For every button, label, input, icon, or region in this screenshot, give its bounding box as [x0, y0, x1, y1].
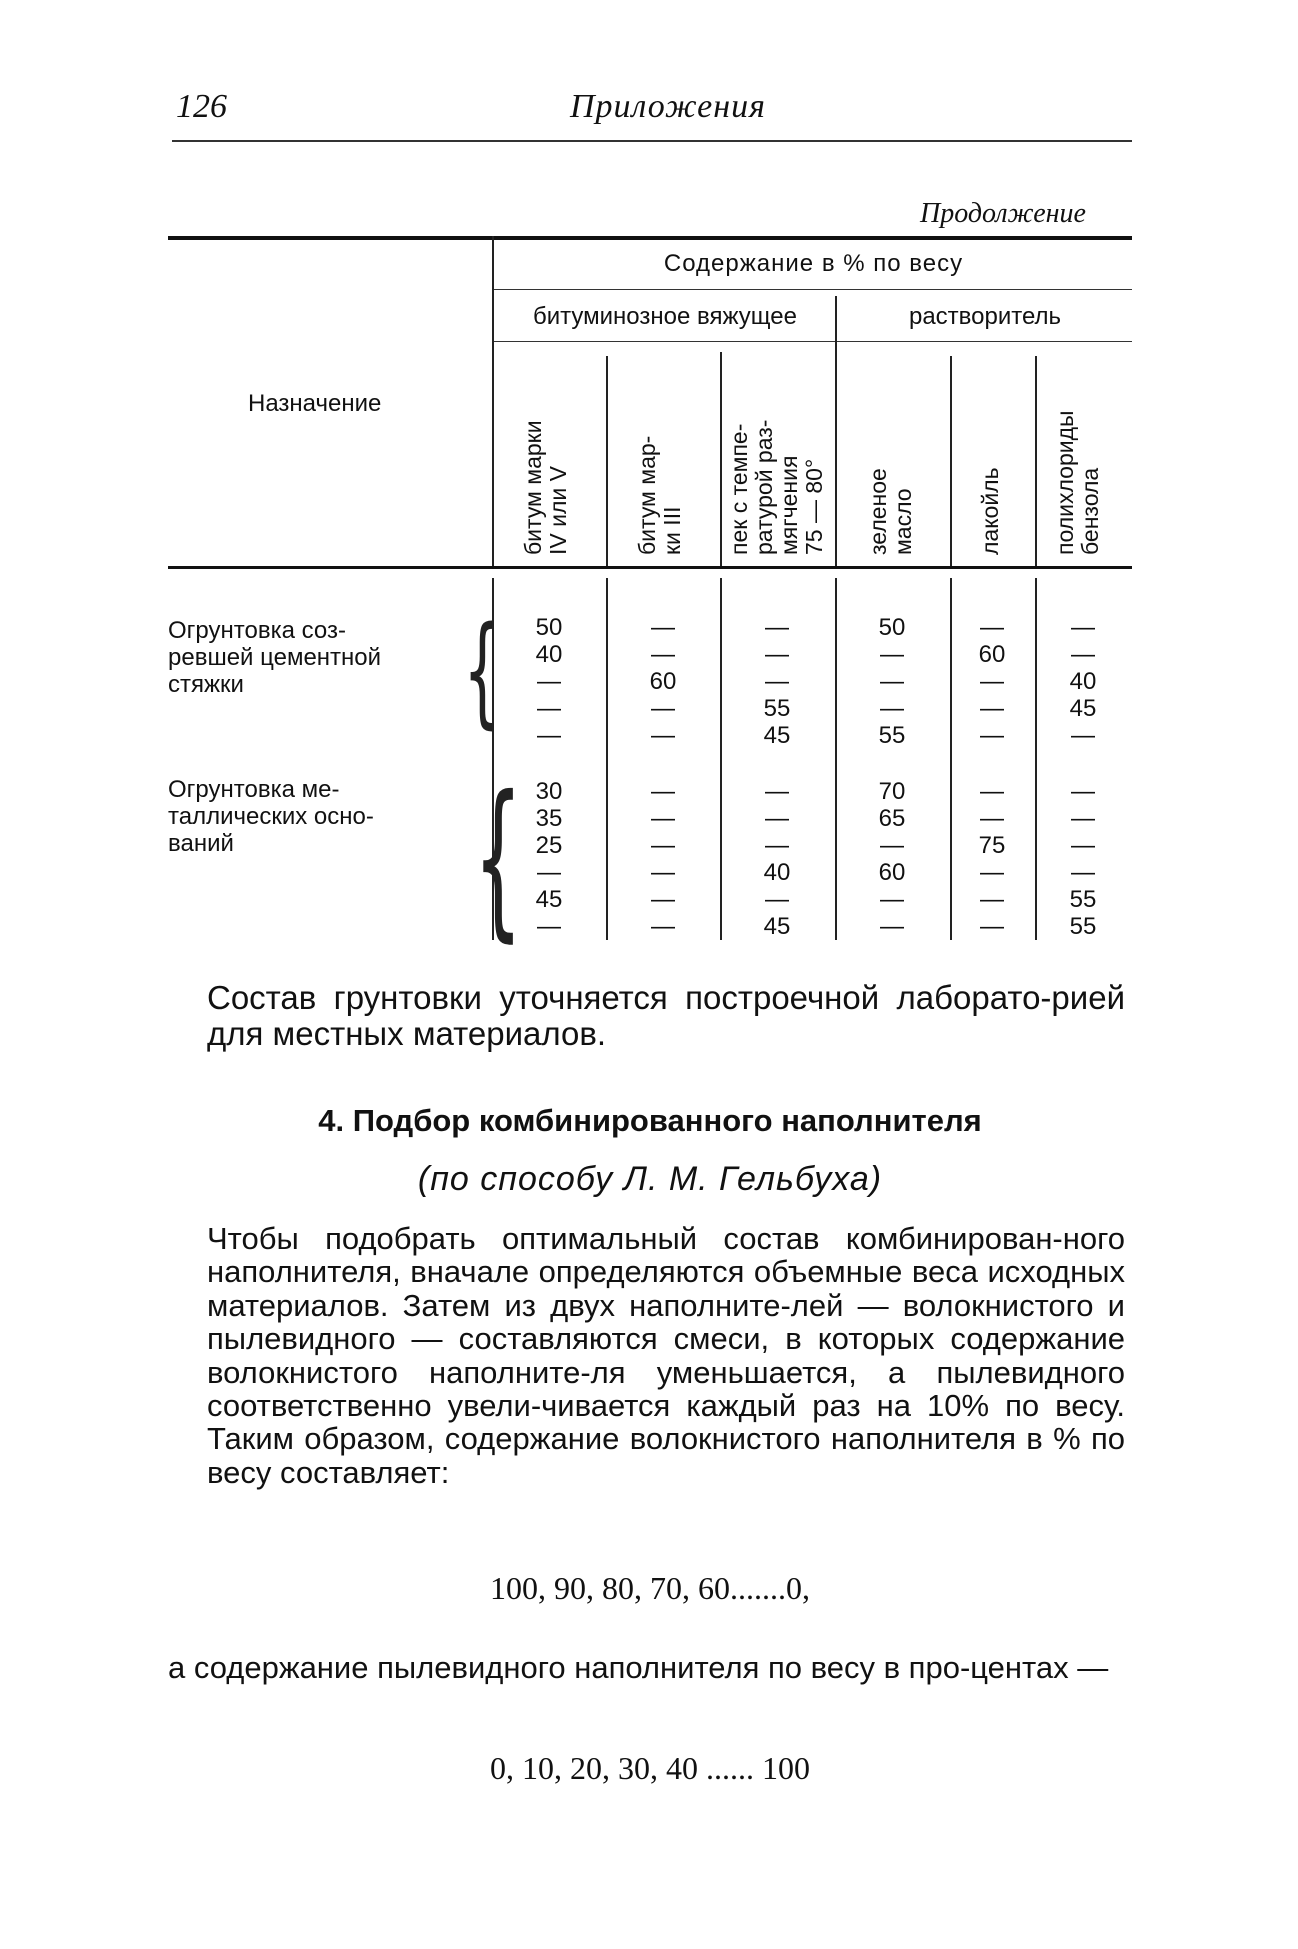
note-text: Состав грунтовки уточняется построечной лаборато-рией для местных материалов.	[207, 979, 1125, 1052]
table-cell: 25	[535, 832, 563, 859]
table-col-divider	[720, 352, 722, 566]
table-col-divider	[950, 578, 952, 940]
table-cell: —	[1071, 778, 1095, 805]
page-number: 126	[176, 88, 227, 125]
table-cell: —	[980, 668, 1004, 695]
table-cell: 50	[878, 614, 906, 641]
table-cell: —	[651, 695, 675, 722]
table-cell: —	[980, 778, 1004, 805]
table-cell: —	[880, 695, 904, 722]
group-brace: {	[473, 760, 523, 958]
content-header: Содержание в % по весу	[663, 250, 964, 277]
table-cell: —	[537, 668, 561, 695]
table-cell: 55	[1069, 913, 1097, 940]
method-paragraph	[207, 1222, 1125, 1489]
table-continuation-label: Продолжение	[920, 198, 1086, 229]
table-cell: 45	[763, 722, 791, 749]
column-header-bitumen-iv-v: битум марки IV или V	[520, 420, 571, 555]
table-col-divider	[606, 578, 608, 940]
table-group-rule	[492, 341, 1132, 342]
fibrous-sequence: 100, 90, 80, 70, 60.......0,	[490, 1570, 810, 1606]
table-cell: —	[537, 695, 561, 722]
table-cell: —	[651, 859, 675, 886]
table-cell: —	[980, 614, 1004, 641]
table-cell: 65	[878, 805, 906, 832]
table-cell: 45	[763, 913, 791, 940]
table-col-divider	[835, 296, 837, 566]
table-header-rule	[168, 566, 1132, 569]
column-header-bitumen-iii: битум мар- ки III	[634, 435, 685, 555]
table-cell: —	[537, 859, 561, 886]
running-title: Приложения	[570, 88, 766, 125]
table-cell: —	[765, 778, 789, 805]
table-cell: 40	[763, 859, 791, 886]
table-col-divider	[720, 578, 722, 940]
table-col-divider	[492, 236, 494, 566]
table-cell: 60	[878, 859, 906, 886]
table-cell: 55	[763, 695, 791, 722]
table-cell: —	[651, 722, 675, 749]
table-cell: 50	[535, 614, 563, 641]
table-cell: 55	[1069, 886, 1097, 913]
table-cell: —	[651, 832, 675, 859]
table-cell: —	[1071, 641, 1095, 668]
table-cell: —	[651, 805, 675, 832]
table-cell: —	[651, 778, 675, 805]
table-cell: —	[651, 641, 675, 668]
table-cell: —	[651, 913, 675, 940]
table-col-divider	[950, 356, 952, 566]
table-note	[207, 980, 1125, 1052]
table-cell: 55	[878, 722, 906, 749]
table-col-divider	[606, 356, 608, 566]
table-col-divider	[1035, 578, 1037, 940]
table-cell: —	[1071, 805, 1095, 832]
table-cell: —	[980, 722, 1004, 749]
table-cell: —	[1071, 614, 1095, 641]
table-cell: —	[980, 886, 1004, 913]
table-cell: —	[651, 886, 675, 913]
purpose-column-header: Назначение	[248, 390, 382, 417]
solvent-group-header: растворитель	[908, 303, 1062, 330]
method-paragraph-text: Чтобы подобрать оптимальный состав комбинирован-ного наполнителя, вначале определяются объемные веса исходных материалов. Затем из двух наполните-лей — волокнистого и пылевидного — составляются смеси, в которых содержание волокнистого наполните-ля уменьшается, а пылевидного соответственно увели-чивается каждый раз на 10% по весу. Таким образом, содержание волокнистого наполнителя в % по весу составляет:	[207, 1221, 1125, 1490]
table-cell: —	[765, 886, 789, 913]
table-cell: —	[880, 913, 904, 940]
dust-paragraph-text: а содержание пылевидного наполнителя по весу в про-центах —	[168, 1650, 1109, 1685]
table-cell: 70	[878, 778, 906, 805]
table-cell: 75	[978, 832, 1006, 859]
column-header-pitch: пек с темпе- ратурой раз- мягчения 75 — 80°	[726, 419, 827, 555]
table-cell: —	[765, 805, 789, 832]
table-cell: —	[980, 859, 1004, 886]
table-cell: 45	[535, 886, 563, 913]
header-divider	[172, 140, 1132, 142]
dust-sequence: 0, 10, 20, 30, 40 ...... 100	[490, 1750, 810, 1786]
table-cell: —	[880, 641, 904, 668]
table-cell: —	[651, 614, 675, 641]
table-cell: —	[765, 832, 789, 859]
table-col-divider	[1035, 356, 1037, 566]
column-header-lacoil: лакойль	[977, 467, 1003, 555]
table-cell: —	[880, 832, 904, 859]
table-cell: —	[980, 913, 1004, 940]
group-brace: {	[463, 602, 502, 741]
table-content-rule	[492, 289, 1132, 290]
table-cell: 45	[1069, 695, 1097, 722]
section-heading: 4. Подбор комбинированного наполнителя	[318, 1103, 982, 1138]
table-cell: 40	[535, 641, 563, 668]
table-cell: —	[1071, 832, 1095, 859]
binder-group-header: битуминозное вяжущее	[533, 303, 797, 330]
table-cell: 30	[535, 778, 563, 805]
table-cell: —	[765, 614, 789, 641]
table-top-rule	[168, 236, 1132, 240]
table-cell: —	[980, 695, 1004, 722]
table-cell: 35	[535, 805, 563, 832]
table-cell: —	[1071, 859, 1095, 886]
column-header-green-oil: зеленое масло	[865, 468, 916, 555]
purpose-cement-screed: Огрунтовка соз- ревшей цементной стяжки	[168, 617, 382, 698]
section-subheading: (по способу Л. М. Гельбуха)	[417, 1160, 883, 1198]
table-cell: 40	[1069, 668, 1097, 695]
table-cell: —	[1071, 722, 1095, 749]
table-cell: —	[537, 913, 561, 940]
table-cell: 60	[649, 668, 677, 695]
dust-paragraph	[168, 1650, 1125, 1686]
purpose-metal-bases: Огрунтовка ме- таллических осно- ваний	[168, 776, 374, 857]
table-cell: —	[880, 886, 904, 913]
table-cell: 60	[978, 641, 1006, 668]
table-cell: —	[765, 641, 789, 668]
column-header-polychlorides: полихлориды бензола	[1052, 410, 1103, 555]
table-cell: —	[880, 668, 904, 695]
table-cell: —	[980, 805, 1004, 832]
table-col-divider	[835, 578, 837, 940]
table-cell: —	[765, 668, 789, 695]
table-cell: —	[537, 722, 561, 749]
